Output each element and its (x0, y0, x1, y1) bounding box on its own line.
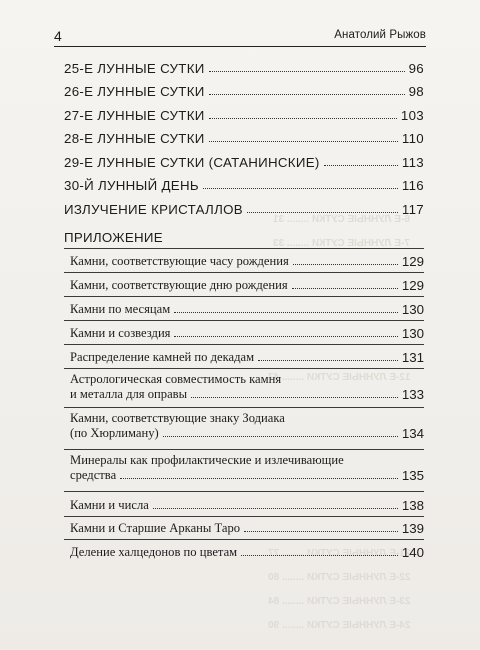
author-name: Анатолий Рыжов (334, 29, 426, 41)
toc-entry-page: 103 (400, 107, 424, 123)
appendix-entry[interactable] (64, 272, 424, 296)
appendix-entry-title-line1: Камни, соответствующие знаку Зодиака (70, 411, 285, 425)
bleed-through-text: 23-Е ЛУННЫЕ СУТКИ ........ 84 (267, 596, 410, 607)
appendix-contents (64, 248, 424, 563)
appendix-entry-title: Камни и созвездия (70, 326, 171, 340)
bleed-through-text: 21-Е ЛУННЫЕ СУТКИ ........ 77 (267, 548, 410, 559)
dot-leader (191, 397, 398, 398)
appendix-entry-page: 130 (401, 302, 424, 317)
appendix-entry[interactable] (64, 491, 424, 516)
dot-leader (203, 188, 398, 189)
appendix-entry-page: 133 (401, 387, 424, 402)
appendix-entry-title: Распределение камней по декадам (70, 350, 255, 364)
toc-entry[interactable] (64, 76, 424, 100)
bleed-through-text: 12-Е ЛУННЫЕ СУТКИ ........ 47 (267, 372, 410, 383)
appendix-entry-page: 135 (401, 468, 424, 483)
toc-entry[interactable] (64, 193, 424, 217)
toc-entry[interactable] (64, 170, 424, 194)
running-header (54, 28, 426, 46)
appendix-entry-title-line1: Минералы как профилактические и излечивающие (70, 453, 344, 467)
appendix-entry[interactable] (64, 344, 424, 368)
appendix-entry[interactable] (64, 368, 424, 407)
appendix-entry-title-line2: (по Хюрлиману) (70, 426, 159, 440)
toc-entry-page: 98 (408, 84, 424, 99)
appendix-entry-title: Камни и числа (70, 498, 149, 512)
toc-entry-title: 27-Е ЛУННЫЕ СУТКИ (64, 107, 205, 123)
table-of-contents (64, 52, 424, 217)
header-rule (54, 46, 426, 47)
dot-leader (120, 478, 398, 479)
appendix-entry-title: Камни, соответствующие дню рождения (70, 278, 288, 292)
dot-leader (292, 288, 398, 289)
dot-leader (244, 531, 398, 532)
appendix-heading: ПРИЛОЖЕНИЕ (64, 230, 163, 245)
dot-leader (293, 264, 398, 265)
appendix-entry-page: 138 (401, 498, 424, 513)
bleed-through-text: 24-Е ЛУННЫЕ СУТКИ ........ 90 (267, 620, 410, 631)
dot-leader (174, 312, 398, 313)
toc-entry-page: 113 (401, 154, 424, 170)
bleed-through-text: 7-Е ЛУННЫЕ СУТКИ ........ 33 (273, 238, 410, 249)
toc-entry-page: 110 (401, 131, 424, 146)
appendix-entry-page: 139 (401, 521, 424, 536)
bleed-through-text: 6-Е ЛУННЫЕ СУТКИ ........ 31 (273, 214, 410, 225)
dot-leader (153, 508, 398, 509)
appendix-entry[interactable] (64, 248, 424, 272)
dot-leader (241, 555, 398, 556)
toc-entry[interactable] (64, 99, 424, 123)
dot-leader (324, 165, 398, 166)
page-number: 4 (54, 28, 62, 44)
dot-leader (258, 360, 398, 361)
toc-entry-title: 25-Е ЛУННЫЕ СУТКИ (64, 60, 205, 76)
toc-entry[interactable] (64, 146, 424, 170)
toc-entry[interactable] (64, 52, 424, 76)
bleed-through-text: 22-Е ЛУННЫЕ СУТКИ ........ 80 (267, 572, 410, 583)
toc-entry-page: 96 (408, 60, 424, 76)
appendix-entry[interactable] (64, 539, 424, 563)
dot-leader (174, 336, 397, 337)
appendix-entry[interactable] (64, 320, 424, 344)
appendix-entry[interactable] (64, 516, 424, 539)
appendix-entry-title: Камни и Старшие Арканы Таро (70, 521, 241, 535)
appendix-entry-page: 129 (401, 254, 424, 269)
toc-entry-title: 28-Е ЛУННЫЕ СУТКИ (64, 131, 205, 146)
appendix-entry-page: 130 (401, 326, 424, 341)
toc-entry-title: ИЗЛУЧЕНИЕ КРИСТАЛЛОВ (64, 201, 243, 217)
appendix-entry-page: 140 (401, 545, 424, 560)
appendix-entry-title: Камни по месяцам (70, 302, 171, 316)
toc-entry-title: 29-Е ЛУННЫЕ СУТКИ (САТАНИНСКИЕ) (64, 154, 320, 170)
toc-entry-title: 30-Й ЛУННЫЙ ДЕНЬ (64, 178, 199, 193)
appendix-entry[interactable] (64, 407, 424, 449)
appendix-entry-title-line2: и металла для оправы (70, 387, 188, 401)
dot-leader (209, 71, 405, 72)
appendix-entry-title: Камни, соответствующие часу рождения (70, 254, 289, 268)
dot-leader (163, 436, 398, 437)
appendix-entry[interactable] (64, 449, 424, 491)
dot-leader (209, 141, 398, 142)
appendix-entry[interactable] (64, 296, 424, 320)
dot-leader (209, 94, 405, 95)
toc-entry-page: 116 (401, 178, 424, 193)
toc-entry[interactable] (64, 123, 424, 147)
toc-entry-page: 117 (401, 201, 424, 217)
appendix-entry-title: Деление халцедонов по цветам (70, 545, 238, 559)
appendix-entry-title-line1: Астрологическая совместимость камня (70, 372, 282, 386)
appendix-entry-page: 134 (401, 426, 424, 441)
appendix-entry-page: 129 (401, 278, 424, 293)
toc-entry-title: 26-Е ЛУННЫЕ СУТКИ (64, 84, 205, 99)
dot-leader (209, 118, 397, 119)
appendix-entry-title-line2: средства (70, 468, 117, 482)
appendix-entry-page: 131 (401, 350, 424, 365)
dot-leader (247, 212, 398, 213)
